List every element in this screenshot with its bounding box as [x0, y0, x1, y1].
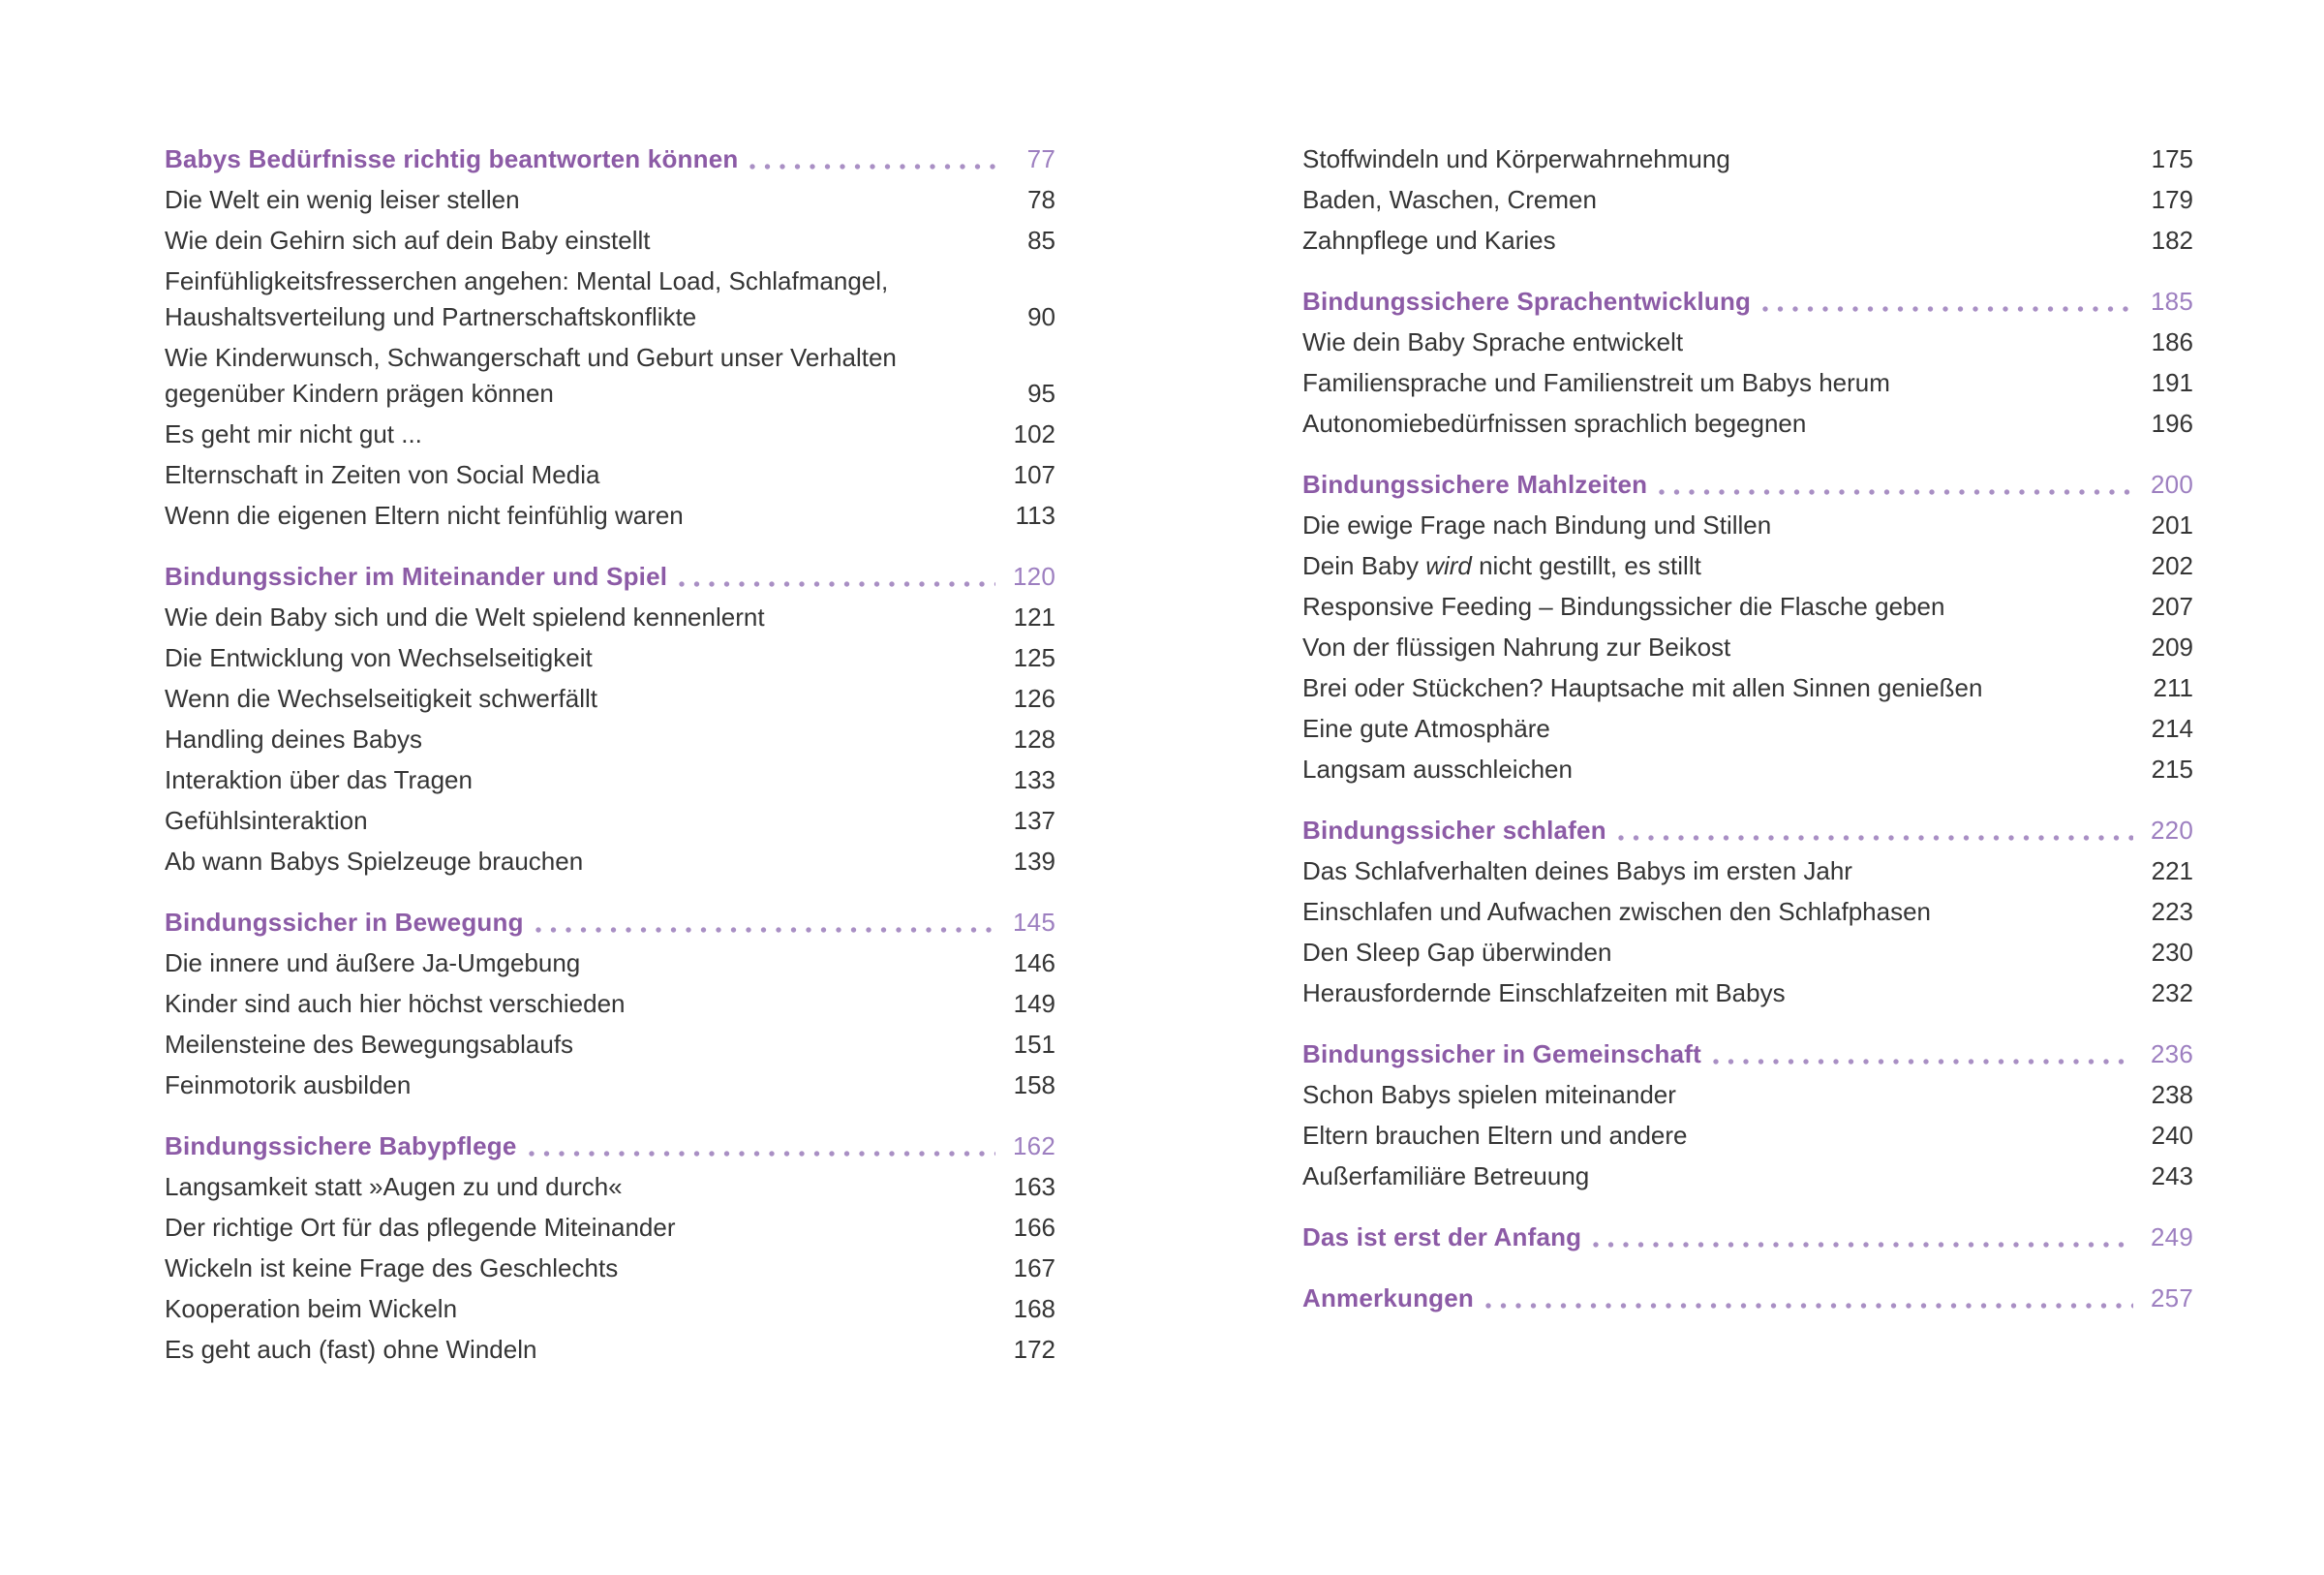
toc-entry [1302, 935, 2193, 971]
toc-entry [165, 1251, 1055, 1286]
toc-entry [165, 457, 1055, 493]
toc-entry-page: 149 [1013, 989, 1055, 1018]
toc-entry-title: Der richtige Ort für das pflegende Miteinander [165, 1213, 676, 1242]
toc-entry-title: Dein Baby wird nicht gestillt, es stillt [1302, 551, 1701, 580]
toc-entry-title: Zahnpflege und Karies [1302, 226, 1556, 255]
toc-heading [165, 559, 1055, 595]
toc-entry-title: Eine gute Atmosphäre [1302, 714, 1550, 743]
dotted-leader [749, 164, 995, 170]
toc-entry [165, 681, 1055, 717]
toc-heading-label: Babys Bedürfnisse richtig beantworten können [165, 144, 739, 173]
toc-heading-label: Bindungssicher im Miteinander und Spiel [165, 562, 668, 591]
toc-entry [165, 340, 1055, 412]
toc-entry [1302, 182, 2193, 218]
toc-entry-title: Schon Babys spielen miteinander [1302, 1080, 1676, 1109]
toc-entry [165, 762, 1055, 798]
toc-entry-page: 167 [1013, 1253, 1055, 1282]
toc-entry-page: 215 [2151, 755, 2193, 784]
toc-entry-page: 95 [1027, 379, 1055, 408]
toc-entry-page: 90 [1027, 302, 1055, 331]
toc-entry-page: 214 [2151, 714, 2193, 743]
toc-entry-title: Wickeln ist keine Frage des Geschlechts [165, 1253, 619, 1282]
toc-section [1302, 813, 2193, 1011]
toc-entry [1302, 1158, 2193, 1194]
toc-section [165, 1128, 1055, 1368]
toc-section [1302, 284, 2193, 442]
toc-entry-page: 158 [1013, 1070, 1055, 1099]
toc-entry-page: 85 [1027, 226, 1055, 255]
toc-entry-page: 182 [2151, 226, 2193, 255]
toc-entry-page: 240 [2151, 1121, 2193, 1150]
toc-entry [165, 945, 1055, 981]
toc-entry-page: 232 [2151, 978, 2193, 1007]
toc-entry-title: Kooperation beim Wickeln [165, 1294, 458, 1323]
toc-entry [1302, 752, 2193, 788]
toc-entry-title: Den Sleep Gap überwinden [1302, 938, 1612, 967]
toc-entry-page: 126 [1013, 684, 1055, 713]
toc-entry-title: Handling deines Babys [165, 725, 422, 754]
toc-heading [1302, 467, 2193, 503]
toc-entry-title: Die innere und äußere Ja-Umgebung [165, 948, 581, 977]
toc-entry [165, 1291, 1055, 1327]
toc-entry-page: 139 [1013, 847, 1055, 876]
toc-heading-label: Bindungssichere Mahlzeiten [1302, 470, 1648, 499]
toc-heading-label: Bindungssichere Babypflege [165, 1131, 517, 1160]
toc-entry-title: Meilensteine des Bewegungsablaufs [165, 1030, 574, 1059]
toc-entry [165, 263, 1055, 335]
toc-entry [1302, 223, 2193, 259]
toc-entry-page: 121 [1013, 602, 1055, 632]
dotted-leader [535, 927, 995, 933]
toc-entry-title: Die Welt ein wenig leiser stellen [165, 185, 520, 214]
toc-entry-title: Familiensprache und Familienstreit um Babys herum [1302, 368, 1890, 397]
toc-section [1302, 467, 2193, 788]
toc-entry-page: 223 [2151, 897, 2193, 926]
toc-entry [1302, 324, 2193, 360]
dotted-leader [1593, 1242, 2133, 1248]
toc-entry-page: 202 [2151, 551, 2193, 580]
dotted-leader [1713, 1059, 2133, 1065]
toc-entry-title: Gefühlsinteraktion [165, 806, 368, 835]
toc-entry-page: 107 [1013, 460, 1055, 489]
toc-entry-title: Brei oder Stückchen? Hauptsache mit allen Sinnen genießen [1302, 673, 1983, 702]
toc-heading [1302, 1220, 2193, 1255]
toc-section [1302, 1220, 2193, 1255]
toc-entry-page: 172 [1013, 1335, 1055, 1364]
toc-heading-page: 257 [2151, 1283, 2193, 1312]
toc-entry [1302, 406, 2193, 442]
toc-entry [165, 640, 1055, 676]
toc-column-left [165, 141, 1055, 1373]
toc-entry [1302, 141, 2193, 177]
dotted-leader [1762, 306, 2133, 312]
toc-entry-page: 238 [2151, 1080, 2193, 1109]
toc-entry [1302, 853, 2193, 889]
toc-entry-title: Interaktion über das Tragen [165, 765, 473, 794]
toc-heading-label: Bindungssicher schlafen [1302, 816, 1606, 845]
toc-entry-title: Feinmotorik ausbilden [165, 1070, 412, 1099]
toc-heading [165, 1128, 1055, 1164]
toc-section [1302, 141, 2193, 259]
toc-entry-title: Die ewige Frage nach Bindung und Stillen [1302, 510, 1772, 540]
toc-entry [1302, 630, 2193, 665]
toc-entry-title: Von der flüssigen Nahrung zur Beikost [1302, 633, 1731, 662]
toc-entry-title: Langsamkeit statt »Augen zu und durch« [165, 1172, 623, 1201]
toc-entry-title: Herausfordernde Einschlafzeiten mit Babys [1302, 978, 1786, 1007]
toc-entry-title: Autonomiebedürfnissen sprachlich begegnen [1302, 409, 1807, 438]
toc-heading-label: Das ist erst der Anfang [1302, 1222, 1582, 1251]
toc-heading [1302, 813, 2193, 849]
toc-entry-title: Langsam ausschleichen [1302, 755, 1573, 784]
toc-entry [1302, 365, 2193, 401]
toc-entry-page: 191 [2151, 368, 2193, 397]
toc-entry-page: 125 [1013, 643, 1055, 672]
toc-entry [1302, 508, 2193, 543]
toc-section [1302, 1036, 2193, 1194]
toc-entry-page: 137 [1013, 806, 1055, 835]
toc-entry-title: Eltern brauchen Eltern und andere [1302, 1121, 1688, 1150]
toc-entry [165, 1027, 1055, 1063]
toc-entry-title: Wie Kinderwunsch, Schwangerschaft und Geburt unser Verhalten gegenüber Kindern prägen können [165, 343, 897, 408]
toc-entry [165, 182, 1055, 218]
toc-entry-page: 230 [2151, 938, 2193, 967]
toc-entry-title: Elternschaft in Zeiten von Social Media [165, 460, 600, 489]
toc-entry-page: 113 [1015, 501, 1055, 530]
toc-entry-title: Stoffwindeln und Körperwahrnehmung [1302, 144, 1730, 173]
toc-entry [165, 1169, 1055, 1205]
toc-entry-page: 211 [2153, 673, 2193, 702]
toc-entry-title: Einschlafen und Aufwachen zwischen den Schlafphasen [1302, 897, 1931, 926]
toc-entry-page: 163 [1013, 1172, 1055, 1201]
toc-entry-title: Die Entwicklung von Wechselseitigkeit [165, 643, 593, 672]
toc-heading-page: 236 [2151, 1039, 2193, 1068]
toc-heading-page: 120 [1013, 562, 1055, 591]
toc-entry [165, 600, 1055, 635]
toc-entry [165, 986, 1055, 1022]
dotted-leader [1485, 1303, 2133, 1309]
toc-entry [165, 1067, 1055, 1103]
toc-entry [165, 223, 1055, 259]
toc-entry [1302, 548, 2193, 584]
toc-heading [165, 141, 1055, 177]
toc-entry [1302, 1077, 2193, 1113]
toc-entry-title: Responsive Feeding – Bindungssicher die Flasche geben [1302, 592, 1945, 621]
toc-entry [1302, 589, 2193, 625]
toc-entry [1302, 975, 2193, 1011]
toc-heading-page: 220 [2151, 816, 2193, 845]
toc-entry [1302, 670, 2193, 706]
toc-heading-page: 162 [1013, 1131, 1055, 1160]
toc-entry-page: 128 [1013, 725, 1055, 754]
toc-entry-page: 133 [1013, 765, 1055, 794]
toc-column-right [1302, 141, 2193, 1373]
toc-entry-title: Wie dein Gehirn sich auf dein Baby einstellt [165, 226, 651, 255]
toc-section [1302, 1281, 2193, 1316]
toc-entry-page: 243 [2151, 1161, 2193, 1190]
toc-entry [165, 1332, 1055, 1368]
toc-section [165, 559, 1055, 880]
toc-entry-page: 102 [1013, 419, 1055, 448]
toc-entry-title: Baden, Waschen, Cremen [1302, 185, 1597, 214]
toc-entry-page: 146 [1013, 948, 1055, 977]
dotted-leader [1618, 835, 2133, 841]
dotted-leader [529, 1151, 996, 1157]
toc-heading [1302, 1036, 2193, 1072]
toc-entry-title: Es geht auch (fast) ohne Windeln [165, 1335, 537, 1364]
toc-section [165, 905, 1055, 1103]
toc-heading-page: 185 [2151, 287, 2193, 316]
toc-entry-title: Wie dein Baby Sprache entwickelt [1302, 327, 1684, 356]
toc-entry-title: Wenn die Wechselseitigkeit schwerfällt [165, 684, 598, 713]
toc-entry-page: 209 [2151, 633, 2193, 662]
toc-entry-page: 201 [2151, 510, 2193, 540]
toc-entry-title: Wie dein Baby sich und die Welt spielend kennenlernt [165, 602, 765, 632]
toc-entry [165, 803, 1055, 839]
toc-heading-label: Bindungssicher in Gemeinschaft [1302, 1039, 1701, 1068]
toc-entry-title: Es geht mir nicht gut ... [165, 419, 422, 448]
toc-entry [1302, 1118, 2193, 1154]
toc-entry-page: 179 [2151, 185, 2193, 214]
toc-entry-page: 175 [2151, 144, 2193, 173]
toc-entry-page: 186 [2151, 327, 2193, 356]
toc-entry-title: Das Schlafverhalten deines Babys im ersten Jahr [1302, 856, 1852, 885]
toc-entry-title: Wenn die eigenen Eltern nicht feinfühlig waren [165, 501, 684, 530]
toc-entry [1302, 894, 2193, 930]
toc-entry [165, 844, 1055, 880]
toc-heading-label: Bindungssicher in Bewegung [165, 908, 524, 937]
dotted-leader [1659, 489, 2133, 495]
toc-entry-page: 221 [2151, 856, 2193, 885]
toc-heading-page: 249 [2151, 1222, 2193, 1251]
toc-entry [165, 417, 1055, 452]
toc-section [165, 141, 1055, 534]
toc-entry-title: Ab wann Babys Spielzeuge brauchen [165, 847, 584, 876]
toc-heading-label: Bindungssichere Sprachentwicklung [1302, 287, 1752, 316]
toc-entry-page: 207 [2151, 592, 2193, 621]
toc-entry-title: Außerfamiliäre Betreuung [1302, 1161, 1590, 1190]
toc-entry-page: 196 [2151, 409, 2193, 438]
toc-heading-page: 145 [1013, 908, 1055, 937]
toc-entry [165, 498, 1055, 534]
dotted-leader [679, 581, 995, 587]
toc-entry-title: Kinder sind auch hier höchst verschieden [165, 989, 626, 1018]
toc-heading [1302, 1281, 2193, 1316]
toc-heading-page: 200 [2151, 470, 2193, 499]
toc-entry-page: 166 [1013, 1213, 1055, 1242]
toc-heading [1302, 284, 2193, 320]
toc-entry-title: Feinfühligkeitsfresserchen angehen: Mental Load, Schlafmangel, Haushaltsverteilung und Partnerschaftskonflikte [165, 266, 889, 331]
toc-entry-page: 168 [1013, 1294, 1055, 1323]
toc-entry [165, 1210, 1055, 1246]
toc-entry [165, 722, 1055, 757]
toc-entry [1302, 711, 2193, 747]
toc-heading-label: Anmerkungen [1302, 1283, 1475, 1312]
toc-heading [165, 905, 1055, 941]
toc-entry-page: 78 [1027, 185, 1055, 214]
toc-entry-page: 151 [1013, 1030, 1055, 1059]
toc-heading-page: 77 [1026, 144, 1055, 173]
